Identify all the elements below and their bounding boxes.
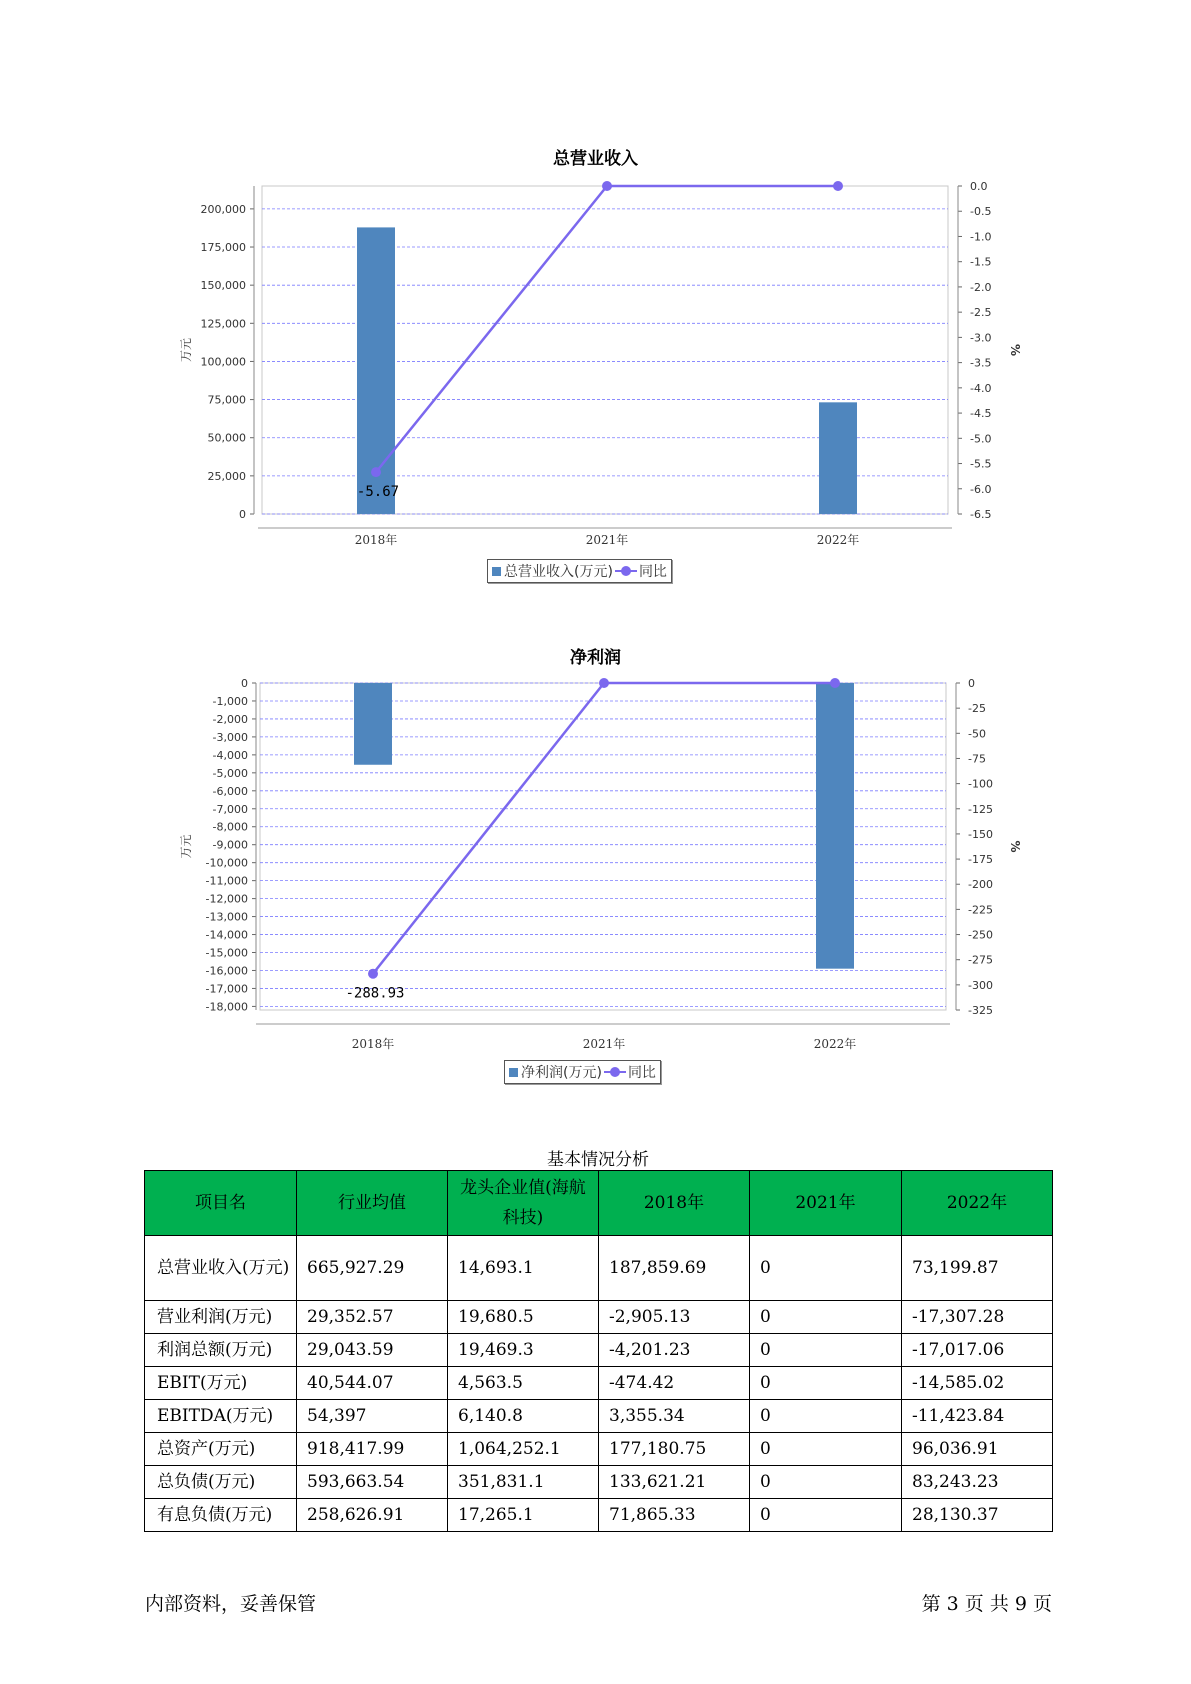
- cell: 3,355.34: [599, 1400, 750, 1433]
- right-tick-label: -1.5: [970, 255, 992, 269]
- row-label: EBITDA(万元): [145, 1400, 297, 1433]
- right-tick-label: -5.5: [970, 457, 992, 471]
- left-tick-label: -2,000: [212, 712, 248, 726]
- cell: 0: [750, 1334, 902, 1367]
- cell: 187,859.69: [599, 1236, 750, 1301]
- footer-page-number: 第 3 页 共 9 页: [921, 1593, 1052, 1615]
- cell: 665,927.29: [297, 1236, 448, 1301]
- yoy-point: [368, 969, 378, 979]
- left-tick-label: 75,000: [207, 393, 246, 407]
- header-2021: 2021年: [750, 1171, 902, 1236]
- right-tick-label: -2.5: [970, 306, 992, 320]
- left-tick-label: -3,000: [212, 730, 248, 744]
- right-tick-label: -225: [968, 903, 993, 917]
- cell: 0: [750, 1301, 902, 1334]
- cell: 0: [750, 1400, 902, 1433]
- right-tick-label: -300: [968, 978, 993, 992]
- x-tick-label: 2018年: [354, 533, 398, 547]
- right-tick-label: -1.0: [970, 230, 992, 244]
- left-tick-label: -1,000: [212, 694, 248, 708]
- row-label: 营业利润(万元): [145, 1301, 297, 1334]
- yoy-point: [371, 467, 381, 477]
- cell: 14,693.1: [448, 1236, 599, 1301]
- cell: -474.42: [599, 1367, 750, 1400]
- table-row: [145, 1367, 1053, 1400]
- row-label: 总资产(万元): [145, 1433, 297, 1466]
- left-tick-label: 25,000: [207, 469, 246, 483]
- legend-line-swatch: [604, 1067, 626, 1077]
- table-row: [145, 1499, 1053, 1532]
- cell: 0: [750, 1466, 902, 1499]
- table-row: [145, 1466, 1053, 1499]
- left-tick-label: -17,000: [205, 982, 248, 996]
- x-tick-label: 2021年: [582, 1037, 626, 1051]
- cell: -2,905.13: [599, 1301, 750, 1334]
- left-tick-label: -8,000: [212, 820, 248, 834]
- cell: 73,199.87: [902, 1236, 1053, 1301]
- net-profit-chart: [0, 670, 1191, 1090]
- x-tick-label: 2022年: [816, 533, 860, 547]
- cell: 29,043.59: [297, 1334, 448, 1367]
- right-tick-label: -75: [968, 752, 986, 766]
- right-axis-unit: %: [1008, 840, 1022, 853]
- left-tick-label: -11,000: [205, 874, 248, 888]
- table-row: [145, 1236, 1053, 1301]
- yoy-point: [599, 678, 609, 688]
- right-axis-unit: %: [1008, 343, 1022, 357]
- cell: -17,017.06: [902, 1334, 1053, 1367]
- row-label: 总负债(万元): [145, 1466, 297, 1499]
- footer-confidential-note: 内部资料，妥善保管: [145, 1593, 317, 1615]
- header-industry-avg: 行业均值: [297, 1171, 448, 1236]
- cell: 83,243.23: [902, 1466, 1053, 1499]
- cell: 19,680.5: [448, 1301, 599, 1334]
- table-header-row: [145, 1171, 1053, 1236]
- right-tick-label: -6.5: [970, 508, 992, 521]
- right-tick-label: -5.0: [970, 432, 992, 446]
- right-tick-label: -3.5: [970, 356, 992, 370]
- right-tick-label: -4.5: [970, 407, 992, 421]
- right-tick-label: -125: [968, 802, 993, 816]
- left-tick-label: 200,000: [200, 202, 246, 216]
- right-tick-label: -175: [968, 853, 993, 867]
- left-tick-label: -12,000: [205, 892, 248, 906]
- table-row: [145, 1433, 1053, 1466]
- right-tick-label: -325: [968, 1004, 993, 1017]
- cell: 351,831.1: [448, 1466, 599, 1499]
- cell: 29,352.57: [297, 1301, 448, 1334]
- right-tick-label: -25: [968, 702, 986, 716]
- cell: 19,469.3: [448, 1334, 599, 1367]
- chart-title-net-profit: 净利润: [570, 648, 621, 668]
- legend-bar-swatch: [492, 567, 501, 576]
- table-caption: 基本情况分析: [547, 1150, 649, 1170]
- right-tick-label: -200: [968, 878, 993, 892]
- cell: 4,563.5: [448, 1367, 599, 1400]
- right-tick-label: -250: [968, 928, 993, 942]
- cell: 17,265.1: [448, 1499, 599, 1532]
- right-tick-label: 0.0: [970, 180, 988, 193]
- yoy-point: [602, 181, 612, 191]
- left-axis-unit: 万元: [179, 337, 193, 363]
- row-label: EBIT(万元): [145, 1367, 297, 1400]
- left-tick-label: 0: [239, 508, 246, 521]
- cell: 177,180.75: [599, 1433, 750, 1466]
- x-tick-label: 2021年: [585, 533, 629, 547]
- legend-bar-label: 总营业收入(万元): [504, 564, 613, 580]
- right-tick-label: -50: [968, 727, 986, 741]
- x-tick-label: 2022年: [813, 1037, 857, 1051]
- revenue-chart: [0, 170, 1191, 590]
- data-label: -5.67: [356, 484, 400, 501]
- row-label: 有息负债(万元): [145, 1499, 297, 1532]
- legend-line-label: 同比: [638, 564, 667, 580]
- cell: 28,130.37: [902, 1499, 1053, 1532]
- row-label: 总营业收入(万元): [145, 1236, 297, 1301]
- yoy-point: [833, 181, 843, 191]
- left-tick-label: -16,000: [205, 964, 248, 978]
- cell: 71,865.33: [599, 1499, 750, 1532]
- cell: 96,036.91: [902, 1433, 1053, 1466]
- chart-title-revenue: 总营业收入: [553, 149, 638, 169]
- right-tick-label: -3.0: [970, 331, 992, 345]
- header-leader-value: 龙头企业值(海航科技): [448, 1171, 599, 1236]
- left-tick-label: -7,000: [212, 802, 248, 816]
- left-tick-label: -14,000: [205, 928, 248, 942]
- right-tick-label: 0: [968, 677, 975, 690]
- cell: 6,140.8: [448, 1400, 599, 1433]
- cell: 133,621.21: [599, 1466, 750, 1499]
- left-tick-label: 175,000: [200, 241, 246, 255]
- left-tick-label: -6,000: [212, 784, 248, 798]
- net-profit-chart-legend: [504, 1060, 661, 1084]
- left-tick-label: 100,000: [200, 355, 246, 369]
- cell: -14,585.02: [902, 1367, 1053, 1400]
- header-2018: 2018年: [599, 1171, 750, 1236]
- left-tick-label: -9,000: [212, 838, 248, 852]
- cell: 0: [750, 1367, 902, 1400]
- cell: 918,417.99: [297, 1433, 448, 1466]
- left-tick-label: -13,000: [205, 910, 248, 924]
- analysis-table: [144, 1170, 1053, 1532]
- data-label: -288.93: [345, 985, 405, 1002]
- cell: 258,626.91: [297, 1499, 448, 1532]
- table-row: [145, 1400, 1053, 1433]
- left-tick-label: -18,000: [205, 1000, 248, 1014]
- header-2022: 2022年: [902, 1171, 1053, 1236]
- left-tick-label: 150,000: [200, 279, 246, 293]
- cell: 1,064,252.1: [448, 1433, 599, 1466]
- table-row: [145, 1301, 1053, 1334]
- bar: [819, 402, 857, 514]
- legend-line-swatch: [615, 566, 637, 576]
- right-tick-label: -0.5: [970, 205, 992, 219]
- cell: 40,544.07: [297, 1367, 448, 1400]
- right-tick-label: -275: [968, 953, 993, 967]
- right-tick-label: -4.0: [970, 381, 992, 395]
- left-tick-label: -10,000: [205, 856, 248, 870]
- bar: [354, 683, 392, 765]
- legend-bar-label: 净利润(万元): [521, 1065, 602, 1081]
- cell: 54,397: [297, 1400, 448, 1433]
- cell: -4,201.23: [599, 1334, 750, 1367]
- yoy-point: [830, 678, 840, 688]
- left-tick-label: -4,000: [212, 748, 248, 762]
- right-tick-label: -150: [968, 827, 993, 841]
- legend-bar-swatch: [509, 1068, 518, 1077]
- x-tick-label: 2018年: [351, 1037, 395, 1051]
- cell: -11,423.84: [902, 1400, 1053, 1433]
- left-axis-unit: 万元: [179, 834, 193, 859]
- cell: 0: [750, 1499, 902, 1532]
- bar: [816, 683, 854, 969]
- left-tick-label: -5,000: [212, 766, 248, 780]
- cell: 0: [750, 1236, 902, 1301]
- revenue-chart-legend: [487, 559, 672, 583]
- row-label: 利润总额(万元): [145, 1334, 297, 1367]
- left-tick-label: 50,000: [207, 431, 246, 445]
- left-tick-label: -15,000: [205, 946, 248, 960]
- cell: 593,663.54: [297, 1466, 448, 1499]
- legend-line-label: 同比: [627, 1065, 656, 1081]
- left-tick-label: 125,000: [200, 317, 246, 331]
- cell: 0: [750, 1433, 902, 1466]
- left-tick-label: 0: [241, 677, 248, 690]
- header-item-name: 项目名: [145, 1171, 297, 1236]
- right-tick-label: -2.0: [970, 280, 992, 294]
- table-row: [145, 1334, 1053, 1367]
- cell: -17,307.28: [902, 1301, 1053, 1334]
- right-tick-label: -100: [968, 777, 993, 791]
- right-tick-label: -6.0: [970, 482, 992, 496]
